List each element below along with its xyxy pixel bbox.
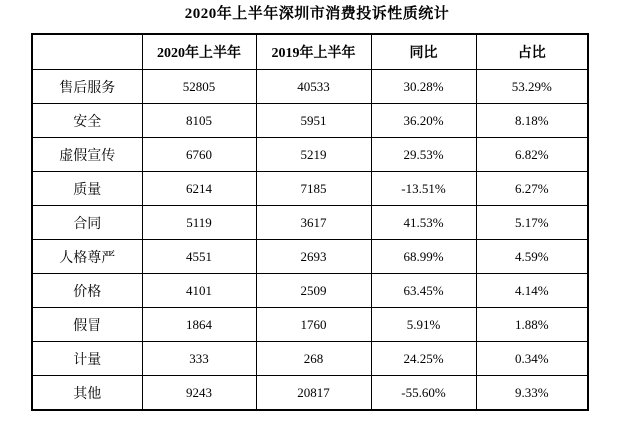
share-cell: 9.33% <box>476 376 588 411</box>
yoy-cell: 30.28% <box>371 70 476 104</box>
row-label-cell: 合同 <box>32 206 142 240</box>
value-2020-cell: 52805 <box>142 70 256 104</box>
value-2019-cell: 268 <box>256 342 371 376</box>
row-label-cell: 计量 <box>32 342 142 376</box>
table-row <box>32 308 588 342</box>
yoy-cell: 36.20% <box>371 104 476 138</box>
table-row <box>32 376 588 411</box>
value-2020-cell: 6760 <box>142 138 256 172</box>
yoy-cell: -55.60% <box>371 376 476 411</box>
value-2019-cell: 20817 <box>256 376 371 411</box>
value-2019-cell: 40533 <box>256 70 371 104</box>
yoy-cell: 63.45% <box>371 274 476 308</box>
page-title: 2020年上半年深圳市消费投诉性质统计 <box>184 6 450 22</box>
value-2020-cell: 9243 <box>142 376 256 411</box>
header-cell-category <box>32 34 142 70</box>
value-2019-cell: 7185 <box>256 172 371 206</box>
yoy-cell: -13.51% <box>371 172 476 206</box>
share-cell: 6.82% <box>476 138 588 172</box>
value-2020-cell: 5119 <box>142 206 256 240</box>
row-label-cell: 虚假宣传 <box>32 138 142 172</box>
row-label-cell: 假冒 <box>32 308 142 342</box>
share-cell: 4.59% <box>476 240 588 274</box>
share-cell: 6.27% <box>476 172 588 206</box>
row-label-cell: 人格尊严 <box>32 240 142 274</box>
yoy-cell: 68.99% <box>371 240 476 274</box>
value-2019-cell: 2509 <box>256 274 371 308</box>
table-row <box>32 206 588 240</box>
complaints-stats-table <box>31 33 589 411</box>
value-2019-cell: 5219 <box>256 138 371 172</box>
header-cell-2020: 2020年上半年 <box>142 34 256 70</box>
header-row <box>32 34 588 70</box>
value-2019-cell: 5951 <box>256 104 371 138</box>
value-2020-cell: 333 <box>142 342 256 376</box>
row-label-cell: 价格 <box>32 274 142 308</box>
value-2020-cell: 8105 <box>142 104 256 138</box>
table-row <box>32 70 588 104</box>
row-label-cell: 安全 <box>32 104 142 138</box>
table-row <box>32 342 588 376</box>
share-cell: 1.88% <box>476 308 588 342</box>
yoy-cell: 24.25% <box>371 342 476 376</box>
value-2020-cell: 6214 <box>142 172 256 206</box>
table-row <box>32 274 588 308</box>
yoy-cell: 29.53% <box>371 138 476 172</box>
value-2020-cell: 4551 <box>142 240 256 274</box>
yoy-cell: 5.91% <box>371 308 476 342</box>
table-row <box>32 172 588 206</box>
share-cell: 4.14% <box>476 274 588 308</box>
share-cell: 0.34% <box>476 342 588 376</box>
row-label-cell: 其他 <box>32 376 142 411</box>
value-2020-cell: 4101 <box>142 274 256 308</box>
value-2019-cell: 3617 <box>256 206 371 240</box>
share-cell: 5.17% <box>476 206 588 240</box>
table-row <box>32 104 588 138</box>
header-cell-share: 占比 <box>476 34 588 70</box>
header-cell-yoy: 同比 <box>371 34 476 70</box>
value-2020-cell: 1864 <box>142 308 256 342</box>
table-row <box>32 138 588 172</box>
row-label-cell: 质量 <box>32 172 142 206</box>
share-cell: 53.29% <box>476 70 588 104</box>
row-label-cell: 售后服务 <box>32 70 142 104</box>
yoy-cell: 41.53% <box>371 206 476 240</box>
table-row <box>32 240 588 274</box>
value-2019-cell: 1760 <box>256 308 371 342</box>
value-2019-cell: 2693 <box>256 240 371 274</box>
share-cell: 8.18% <box>476 104 588 138</box>
header-cell-2019: 2019年上半年 <box>256 34 371 70</box>
